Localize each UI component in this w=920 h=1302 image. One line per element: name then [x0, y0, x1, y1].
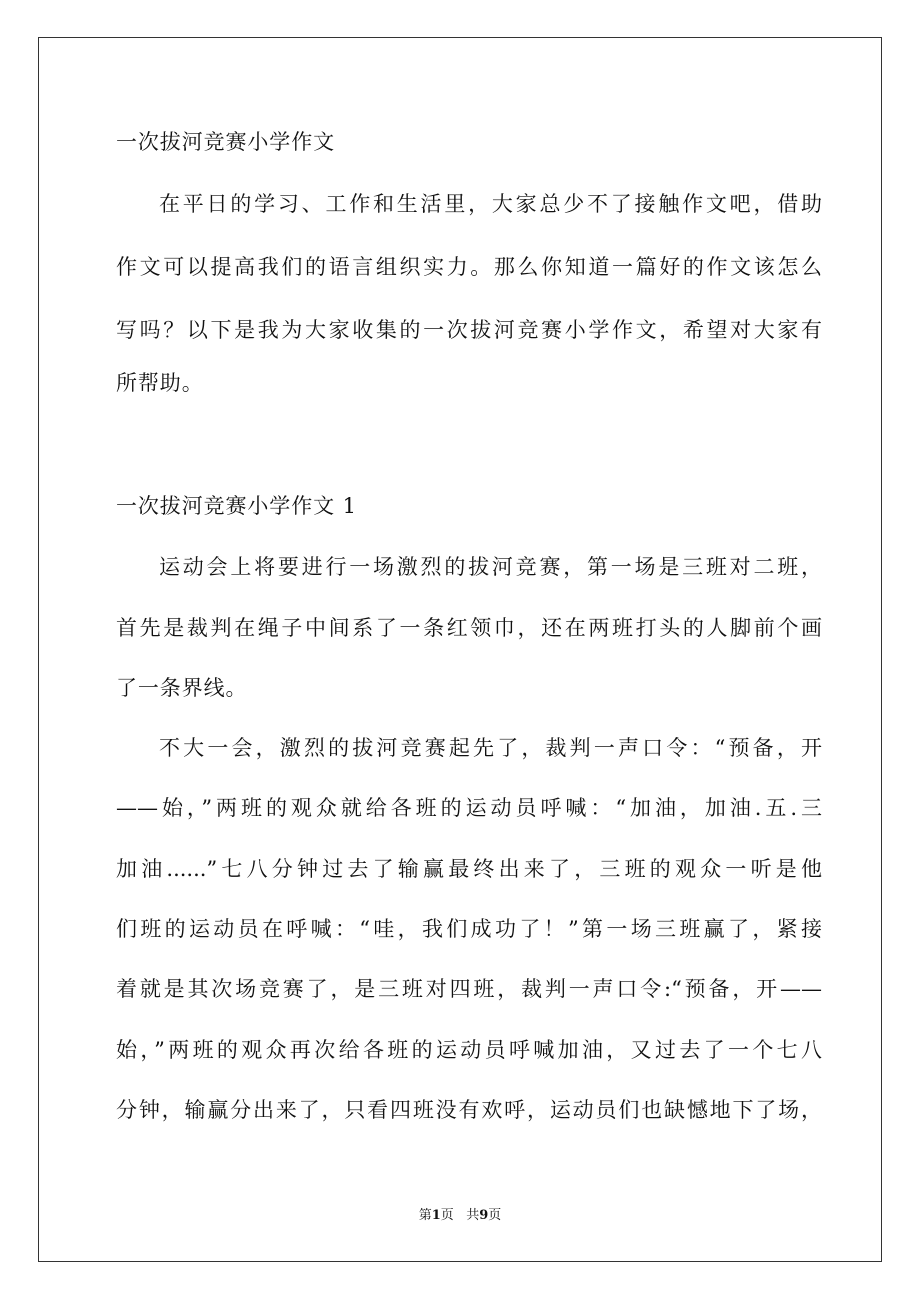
- footer-page-number: 1: [431, 1208, 441, 1223]
- paragraph-line: 加油......”七八分钟过去了输赢最终出来了，三班的观众一听是他: [116, 857, 822, 881]
- footer-page-prefix: 第: [418, 1208, 432, 1223]
- paragraph-line: 运动会上将要进行一场激烈的拔河竞赛，第一场是三班对二班，: [159, 555, 822, 579]
- paragraph-line: 分钟，输赢分出来了，只看四班没有欢呼，运动员们也缺憾地下了场，: [116, 1098, 822, 1122]
- footer-page-total: 9: [479, 1208, 489, 1223]
- intro-line: 在平日的学习、工作和生活里，大家总少不了接触作文吧，借助: [159, 192, 822, 216]
- paragraph-line: 着就是其次场竞赛了，是三班对四班，裁判一声口令:“预备，开——: [116, 977, 822, 1001]
- document-title: 一次拔河竞赛小学作文: [116, 130, 335, 154]
- section-title: 一次拔河竞赛小学作文 1: [116, 494, 357, 518]
- paragraph-line: 们班的运动员在呼喊：“哇，我们成功了！”第一场三班赢了，紧接: [116, 917, 822, 941]
- page-border: [38, 37, 882, 1262]
- paragraph-line: 始，”两班的观众再次给各班的运动员呼喊加油，又过去了一个七八: [116, 1038, 822, 1062]
- intro-line: 所帮助。: [116, 371, 204, 395]
- intro-line: 写吗？以下是我为大家收集的一次拔河竞赛小学作文，希望对大家有: [116, 318, 822, 342]
- paragraph-line: 了一条界线。: [116, 676, 248, 700]
- paragraph-line: ——始，”两班的观众就给各班的运动员呼喊：“加油，加油.五.三: [116, 796, 822, 820]
- intro-line: 作文可以提高我们的语言组织实力。那么你知道一篇好的作文该怎么: [116, 255, 822, 279]
- footer-page-mid: 页 共: [440, 1208, 480, 1223]
- footer-page-suffix: 页: [488, 1208, 502, 1223]
- paragraph-line: 不大一会，激烈的拔河竞赛起先了，裁判一声口令：“预备，开: [159, 736, 822, 760]
- paragraph-line: 首先是裁判在绳子中间系了一条红领巾，还在两班打头的人脚前个画: [116, 616, 822, 640]
- page-footer: [0, 1207, 920, 1225]
